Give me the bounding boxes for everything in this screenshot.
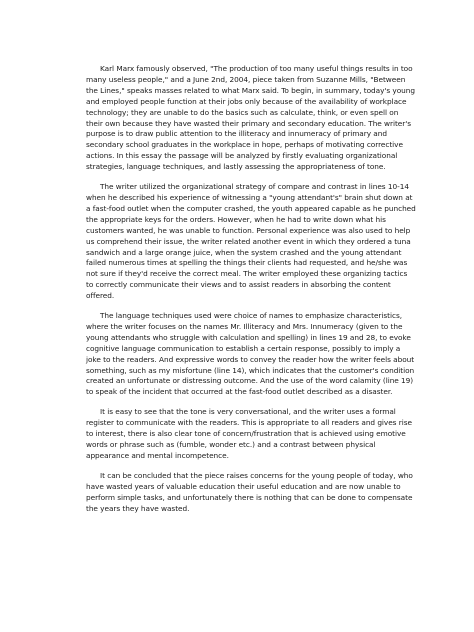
paragraph-introduction: Karl Marx famously observed, "The production of too many useful things results in too many useless people," and a June 2nd, 2004, piece taken from Suzanne Mills, "Between the Lines," speaks masses related to what Marx said. To begin, in summary, today's young and employed people function at their jobs only because of the availability of workplace technology; they are unable to do the basics such as calculate, think, or even spell on their own because they have wasted their primary and secondary education. The writer's purpose is to draw public attention to the illiteracy and innumeracy of primary and secondary school graduates in the workplace in hope, perhaps of motivating corrective actions. In this essay the passage will be analyzed by firstly evaluating organizational strategies, language techniques, and lastly assessing the appropriateness of tone. [86,64,415,172]
document-page [86,64,416,523]
paragraph-language-techniques: The language techniques used were choice of names to emphasize characteristics, where the writer focuses on the names Mr. Illiteracy and Mrs. Innumeracy (given to the young attendants who struggle with calculation and spelling) in lines 19 and 28, to evoke cognitive language communication to establish a certain response, possibly to imply a joke to the readers. And expressive words to convey the reader how the writer feels about something, such as my misfortune (line 14), which indicates that the customer's condition created an unfortunate or distressing outcome. And the use of the word calamity (line 19) to speak of the incident that occurred at the fast-food outlet described as a disaster. [86,311,415,397]
paragraph-tone: It is easy to see that the tone is very conversational, and the writer uses a formal register to communicate with the readers. This is appropriate to all readers and gives rise to interest, there is also clear tone of concern/frustration that is achieved using emotive words or phrase such as (fumble, wonder etc.) and a contrast between physical appearance and mental incompetence. [86,407,412,460]
paragraph-organizational-strategy: The writer utilized the organizational strategy of compare and contrast in lines 10-14 when he described his experience of witnessing a "young attendant's" brain shut down at a fast-food outlet when the computer crashed, the youth appeared capable as he punched the appropriate keys for the orders. However, when he had to write down what his customers wanted, he was unable to function. Personal experience was also used to help us comprehend their issue, the writer related another event in which they ordered a tuna sandwich and a large orange juice, when the system crashed and the young attendant failed numerous times at spelling the things their clients had requested, and he/she was not sure if they'd receive the correct meal. The writer employed these organizing tactics to correctly communicate their views and to assist readers in absorbing the content offered. [86,182,416,301]
paragraph-conclusion: It can be concluded that the piece raises concerns for the young people of today, who have wasted years of valuable education their useful education and are now unable to perform simple tasks, and unfortunately there is nothing that can be done to compensate the years they have wasted. [86,470,413,513]
